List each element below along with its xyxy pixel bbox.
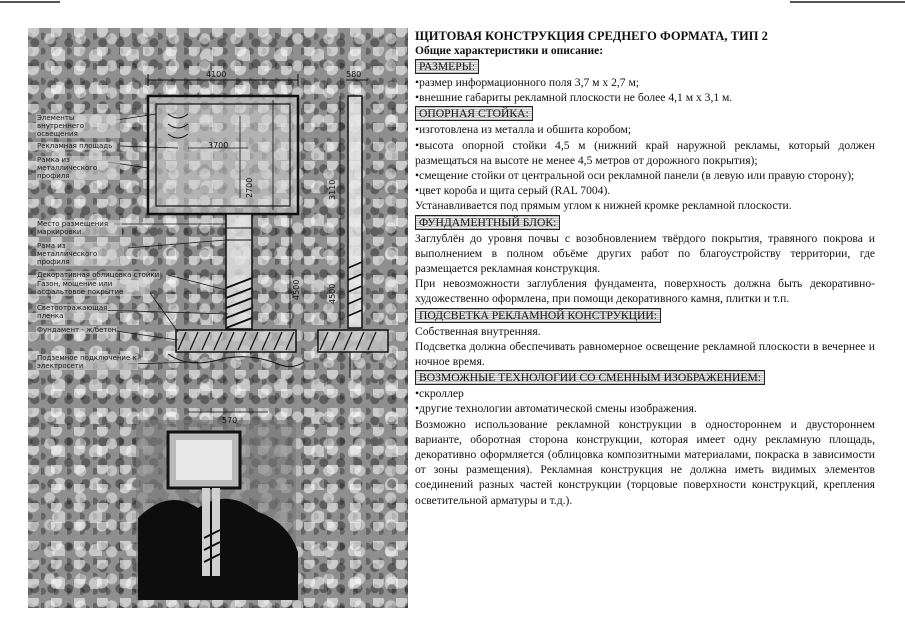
- scan-edge-mark-left: [0, 1, 60, 3]
- section-paragraph: Собственная внутренняя.: [415, 324, 541, 338]
- callout-marking-place: Место размещения маркировки: [36, 220, 122, 236]
- section-paragraph: При невозможности заглубления фундамента, поверхность должна быть декоративно-художественно оформлена, при помощи декоративного камня, плитки и т.п.: [415, 277, 875, 306]
- section-dimensions: [415, 58, 875, 105]
- construction-drawing: [28, 28, 408, 608]
- dim-field-width: 3700: [208, 141, 229, 150]
- callout-ad-area: Рекламная площадь: [37, 142, 113, 150]
- scan-edge-mark-right: [790, 1, 905, 3]
- callout-ground-cover: Газон, мощение или асфальтовое покрытие: [36, 280, 150, 296]
- callout-reflective-film: Светоотражающая пленка: [37, 304, 108, 320]
- description-text: [415, 29, 875, 508]
- section-line: •скроллер: [415, 387, 464, 401]
- page-subtitle: Общие характеристики и описание:: [415, 45, 604, 57]
- section-lighting: [415, 307, 875, 370]
- callout-foundation: Фундамент - ж/бетон: [37, 326, 117, 334]
- section-line: •внешние габариты рекламной плоскости не более 4,1 м х 3,1 м.: [415, 91, 733, 105]
- page-title: ЩИТОВАЯ КОНСТРУКЦИЯ СРЕДНЕГО ФОРМАТА, ТИП 2: [415, 29, 768, 43]
- section-heading: ПОДСВЕТКА РЕКЛАМНОЙ КОНСТРУКЦИИ:: [415, 308, 661, 323]
- section-paragraph: Возможно использование рекламной конструкции в одностороннем и двустороннем варианте, оборотная сторона конструкции, которая имеет одну рекламную площадь, декоративно оформляется (облицовка композитными материалами, покраска в зависимости от зоны размещения). Рекламная конструкция не должна иметь видимых элементов соединений разных частей конструкции (торцовые поверхности конструкций, крепления осветительной арматуры и т.д.).: [415, 417, 875, 507]
- section-paragraph: Подсветка должна обеспечивать равномерное освещение рекламной плоскости в вечернее и ночное время.: [415, 339, 875, 369]
- dim-field-height: 2700: [245, 177, 254, 198]
- dim-post-height-front: 4500: [292, 279, 301, 300]
- section-heading: ОПОРНАЯ СТОЙКА:: [415, 106, 533, 121]
- callout-frame-profile: Рамка из металлического профиля: [36, 156, 120, 180]
- dim-width-total: 4100: [206, 70, 227, 79]
- section-line: •другие технологии автоматической смены изображения.: [415, 402, 697, 416]
- section-line: Устанавливается под прямым углом к нижней кромке рекламной плоскости.: [415, 199, 792, 213]
- callout-underground-connection: Подземное подключение к электросети: [37, 354, 137, 370]
- callout-post-cladding: Декоративная облицовка стойки: [37, 271, 160, 279]
- section-line: •размер информационного поля 3,7 м х 2,7 м;: [415, 76, 640, 89]
- section-line: •изготовлена из металла и обшита коробом;: [415, 123, 632, 137]
- section-heading: ВОЗМОЖНЫЕ ТЕХНОЛОГИИ СО СМЕННЫМ ИЗОБРАЖЕНИЕМ:: [415, 370, 765, 385]
- section-foundation: [415, 214, 875, 307]
- section-support-post: [415, 105, 875, 213]
- dim-post-height-side: 4500: [328, 283, 337, 304]
- section-changeable-image: [415, 369, 875, 508]
- section-line: •высота опорной стойки 4,5 м (нижний край наружной рекламы, который должен размещаться на высоте не менее 4,5 метров от дорожного покрытия);: [415, 138, 875, 167]
- section-line: •цвет короба и щита серый (RAL 7004).: [415, 184, 611, 198]
- section-paragraph: Заглублён до уровня почвы с возобновлением твёрдого покрытия, травяного покрова и выполнением в полном объёме других работ по благоустройству территории, где размещается рекламная конструкция.: [415, 231, 875, 276]
- dim-base-width: 570: [222, 416, 238, 425]
- callout-frame-profile-2: Рама из металлического профиля: [36, 242, 124, 266]
- section-heading: ФУНДАМЕНТНЫЙ БЛОК:: [415, 215, 560, 230]
- dim-panel-height: 3110: [328, 179, 337, 200]
- callout-internal-lighting: Элементы внутреннего освещения: [36, 114, 120, 138]
- section-heading: РАЗМЕРЫ:: [415, 59, 479, 74]
- dim-side-width: 580: [346, 70, 362, 79]
- section-line: •смещение стойки от центральной оси рекламной панели (в левую или правую сторону);: [415, 169, 855, 183]
